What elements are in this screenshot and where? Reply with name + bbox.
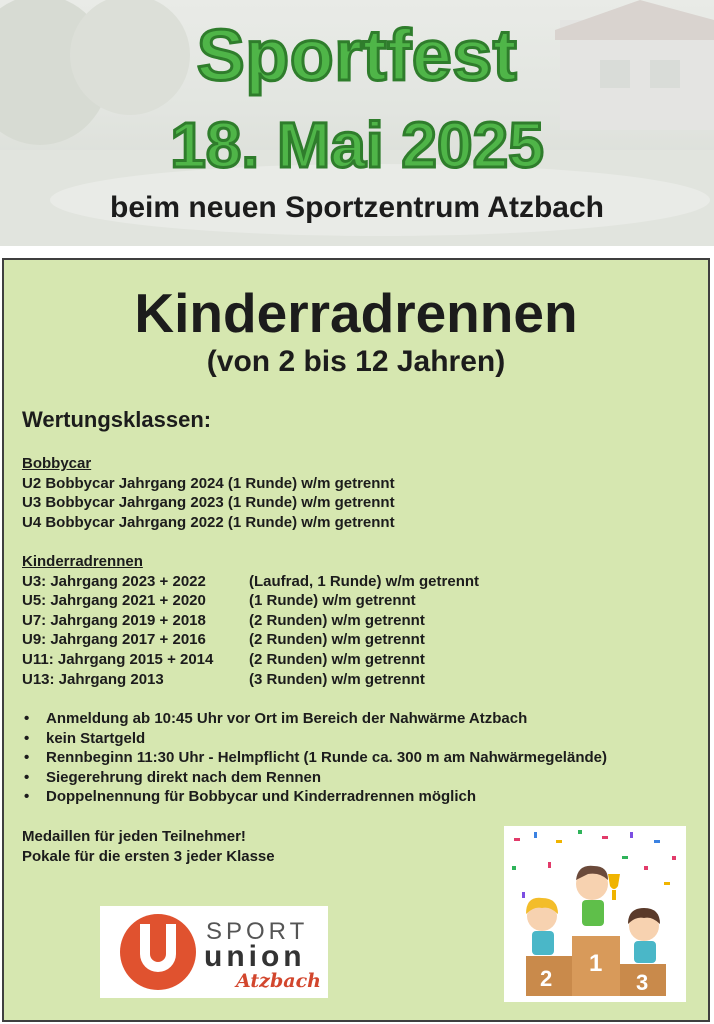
class-info: (3 Runden) w/m getrennt [249,670,425,688]
class-info: (Laufrad, 1 Runde) w/m getrennt [249,572,480,590]
class-label: U5: Jahrgang 2021 + 2020 [22,592,206,610]
race-age-range: (von 2 bis 12 Jahren) [206,345,506,378]
header-banner [0,0,714,246]
bullet-icon: • [24,749,30,767]
medal-note [22,827,275,866]
class-row [22,670,479,690]
sport-union-logo [100,906,328,998]
bobbycar-line: U2 Bobbycar Jahrgang 2024 (1 Runde) w/m getrennt [22,474,395,492]
bobbycar-heading: Bobbycar [22,455,92,472]
class-row [22,650,479,670]
union-u-logo-icon [110,906,210,998]
class-info: (2 Runden) w/m getrennt [249,650,425,668]
podium-place-1: 1 [589,950,603,977]
classes-heading: Wertungsklassen: [22,407,212,432]
class-row [22,611,479,631]
class-label: U3: Jahrgang 2023 + 2022 [22,572,206,590]
info-bullet: • Siegerehrung direkt nach dem Rennen [24,768,322,786]
podium-place-3: 3 [636,970,649,995]
bullet-icon: • [24,768,30,786]
logo-atzbach-text: Atzbach [236,970,321,992]
kinderrad-heading: Kinderradrennen [22,553,143,570]
bobbycar-section [22,454,395,532]
info-bullet-list [22,709,607,807]
class-info: (2 Runden) w/m getrennt [249,611,425,629]
event-location: beim neuen Sportzentrum Atzbach [110,191,604,224]
class-info: (1 Runde) w/m getrennt [249,592,416,610]
info-bullet: • Anmeldung ab 10:45 Uhr vor Ort im Bereich der Nahwärme Atzbach [24,710,528,727]
event-date: 18. Mai 2025 [170,109,544,181]
info-bullet: • Rennbeginn 11:30 Uhr - Helmpflicht (1 Runde ca. 300 m am Nahwärmegelände) [24,749,607,767]
bullet-icon: • [24,710,30,727]
bullet-icon: • [24,788,30,806]
class-row [22,572,479,592]
bobbycar-line: U3 Bobbycar Jahrgang 2023 (1 Runde) w/m getrennt [22,494,395,512]
bobbycar-line: U4 Bobbycar Jahrgang 2022 (1 Runde) w/m getrennt [22,513,395,531]
info-bullet: • kein Startgeld [24,729,146,747]
class-label: U7: Jahrgang 2019 + 2018 [22,611,206,629]
race-info-panel [2,258,710,1022]
class-row [22,630,479,650]
podium-place-2: 2 [540,966,553,991]
logo-sport-text: SPORT [206,918,309,945]
logo-union-text: union [204,940,306,973]
bullet-icon: • [24,729,30,747]
class-label: U9: Jahrgang 2017 + 2016 [22,631,206,649]
race-title: Kinderradrennen [134,282,578,344]
class-info: (2 Runden) w/m getrennt [249,631,425,649]
class-label: U11: Jahrgang 2015 + 2014 [22,650,214,668]
info-bullet: • Doppelnennung für Bobbycar und Kinderradrennen möglich [24,788,477,806]
podium-illustration [504,826,686,1002]
class-row [22,591,479,611]
class-label: U13: Jahrgang 2013 [22,670,164,688]
medal-line: Medaillen für jeden Teilnehmer! [22,828,246,845]
event-title: Sportfest [196,16,518,96]
medal-line: Pokale für die ersten 3 jeder Klasse [22,847,275,865]
kinderrad-section [22,552,479,689]
